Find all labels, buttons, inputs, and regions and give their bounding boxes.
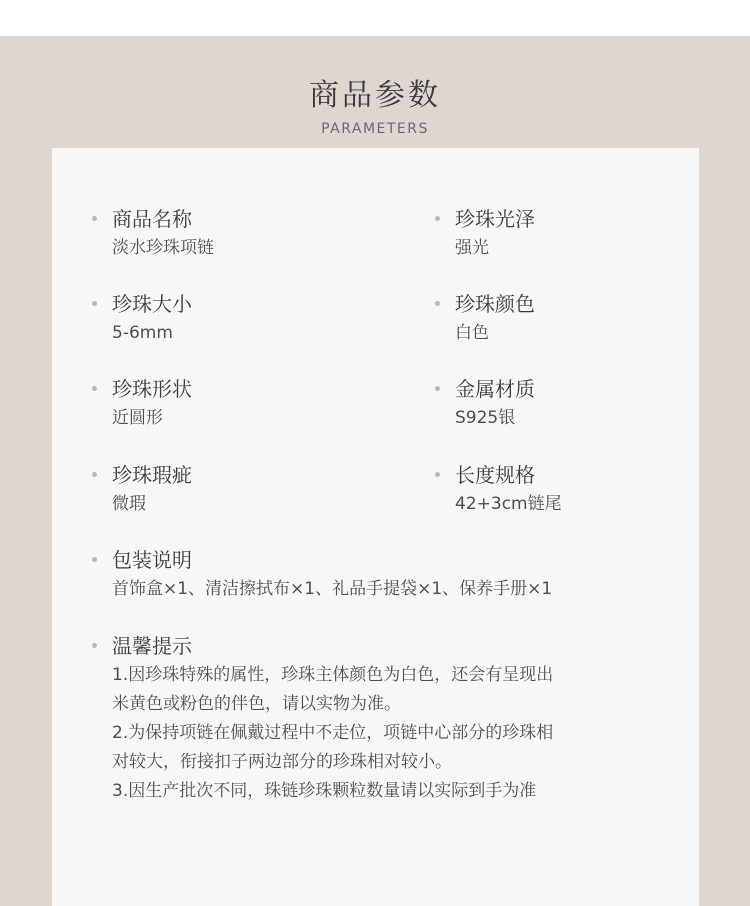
- param-value: 白色: [455, 323, 489, 343]
- section-header: [0, 76, 750, 138]
- param-label: 珍珠光泽: [455, 207, 535, 231]
- param-label: 包装说明: [112, 548, 192, 572]
- tips-text: [92, 661, 553, 806]
- param-packaging: [92, 547, 552, 604]
- section-title: 商品参数: [309, 78, 441, 113]
- param-value: 5-6mm: [112, 323, 173, 343]
- param-label: 温馨提示: [112, 634, 192, 658]
- param-label: 珍珠形状: [112, 377, 192, 401]
- param-label: 珍珠瑕疵: [112, 463, 192, 487]
- bullet-dot: [435, 472, 440, 477]
- section-subtitle: PARAMETERS: [321, 121, 429, 137]
- param-label: 商品名称: [112, 207, 192, 231]
- param-value: 首饰盒×1、清洁擦拭布×1、礼品手提袋×1、保养手册×1: [112, 579, 553, 599]
- param-length-spec: [435, 462, 562, 519]
- param-pearl-size: [92, 291, 192, 348]
- tips-line: 2.为保持项链在佩戴过程中不走位，项链中心部分的珍珠相: [112, 723, 554, 743]
- param-label: 珍珠大小: [112, 292, 192, 316]
- param-value: 淡水珍珠项链: [112, 238, 214, 258]
- tips-line: 对较大，衔接扣子两边部分的珍珠相对较小。: [112, 752, 452, 772]
- tips-line: 3.因生产批次不同，珠链珍珠颗粒数量请以实际到手为准: [112, 781, 537, 801]
- param-pearl-flaw: [92, 462, 192, 519]
- param-product-name: [92, 206, 214, 263]
- param-pearl-color: [435, 291, 535, 348]
- param-value: S925银: [455, 408, 516, 428]
- bullet-dot: [92, 216, 97, 221]
- bullet-dot: [435, 386, 440, 391]
- tips-line: 1.因珍珠特殊的属性，珍珠主体颜色为白色，还会有呈现出: [112, 665, 554, 685]
- bullet-dot: [92, 643, 97, 648]
- param-metal-material: [435, 376, 535, 433]
- tips-line: 米黄色或粉色的伴色，请以实物为准。: [112, 694, 401, 714]
- bullet-dot: [92, 472, 97, 477]
- param-value: 42+3cm链尾: [455, 494, 562, 514]
- param-pearl-shape: [92, 376, 192, 433]
- param-label: 珍珠颜色: [455, 292, 535, 316]
- param-value: 近圆形: [112, 408, 163, 428]
- parameters-card: [52, 148, 699, 906]
- bullet-dot: [92, 557, 97, 562]
- bullet-dot: [92, 386, 97, 391]
- param-value: 微瑕: [112, 494, 146, 514]
- param-label: 金属材质: [455, 377, 535, 401]
- bullet-dot: [435, 301, 440, 306]
- param-pearl-luster: [435, 206, 535, 263]
- param-label: 长度规格: [455, 463, 535, 487]
- bullet-dot: [435, 216, 440, 221]
- param-value: 强光: [455, 238, 489, 258]
- param-tips: [92, 633, 553, 806]
- bullet-dot: [92, 301, 97, 306]
